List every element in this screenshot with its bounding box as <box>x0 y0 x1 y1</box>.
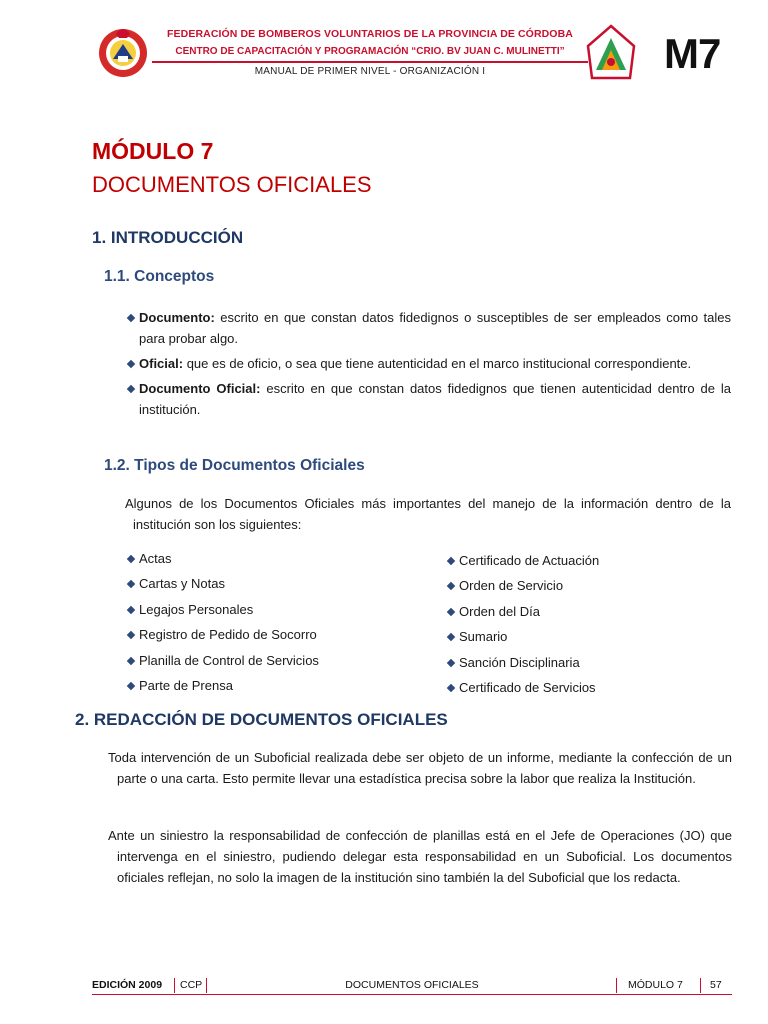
definition-text: escrito en que constan datos fidedignos o susceptibles de ser empleados como tales para probar algo. <box>139 310 731 346</box>
diamond-bullet-icon <box>447 608 455 616</box>
list-item <box>127 651 427 676</box>
list-item-label: Actas <box>139 551 172 566</box>
footer-module: MÓDULO 7 <box>628 979 683 991</box>
list-item-label: Sanción Disciplinaria <box>459 654 580 670</box>
list-item <box>447 653 727 678</box>
list-item-label: Orden del Día <box>459 603 540 619</box>
list-item-label: Parte de Prensa <box>139 677 233 693</box>
diamond-bullet-icon <box>447 557 455 565</box>
diamond-bullet-icon <box>447 684 455 692</box>
definition-item <box>127 378 731 420</box>
paragraph-text: Ante un siniestro la responsabilidad de confección de planillas está en el Jefe de Operaciones (JO) que intervenga en el siniestro, pudiendo delegar esta responsabilidad en un Suboficial. Los documentos oficiales reflejan, no solo la imagen de la institución sino también la del Suboficial que los redacta. <box>108 828 732 885</box>
definition-term: Oficial: <box>139 356 184 371</box>
list-item <box>127 574 427 599</box>
module-code: M7 <box>664 30 721 77</box>
firefighter-emblem-icon <box>96 22 150 80</box>
footer-title: DOCUMENTOS OFICIALES <box>345 979 479 991</box>
definition-term: Documento Oficial: <box>139 381 261 396</box>
definition-term: Documento: <box>139 310 215 325</box>
definitions-list <box>127 307 731 420</box>
footer-separator <box>206 978 207 993</box>
list-item-label: Sumario <box>459 629 508 645</box>
definition-text: escrito en que constan datos fidedignos que tienen autenticidad dentro de la institución. <box>139 381 731 417</box>
section-1-heading: 1. INTRODUCCIÓN <box>92 228 244 247</box>
document-types-left-list <box>127 549 427 701</box>
header-training-center: CENTRO DE CAPACITACIÓN Y PROGRAMACIÓN “CRIO. BV JUAN C. MULINETTI” <box>175 46 565 57</box>
footer-separator <box>616 978 617 993</box>
document-types-right-list <box>447 551 727 703</box>
diamond-bullet-icon <box>127 555 135 563</box>
footer-org: CCP <box>180 979 203 991</box>
diamond-bullet-icon <box>127 360 135 368</box>
subsection-1-2-heading: 1.2. Tipos de Documentos Oficiales <box>104 457 365 474</box>
diamond-bullet-icon <box>127 314 135 322</box>
section-2-paragraph-1 <box>108 747 732 789</box>
section-2-paragraph-2 <box>108 825 732 888</box>
list-item <box>127 625 427 650</box>
diamond-bullet-icon <box>127 385 135 393</box>
definition-item <box>127 353 731 374</box>
list-item-label: Registro de Pedido de Socorro <box>139 627 317 643</box>
list-item <box>447 678 727 703</box>
diamond-bullet-icon <box>127 682 135 690</box>
list-item <box>127 600 427 625</box>
document-types-intro <box>125 493 731 535</box>
list-item <box>447 576 727 601</box>
list-item-label: Cartas y Notas <box>139 576 225 592</box>
diamond-bullet-icon <box>447 658 455 666</box>
subsection-1-1-heading: 1.1. Conceptos <box>104 268 215 285</box>
definition-item <box>127 307 731 349</box>
diamond-bullet-icon <box>127 606 135 614</box>
list-item <box>447 627 727 652</box>
diamond-bullet-icon <box>127 656 135 664</box>
module-title: MÓDULO 7 <box>92 138 214 164</box>
header-manual-title: MANUAL DE PRIMER NIVEL - ORGANIZACIÓN I <box>254 66 486 77</box>
page-footer <box>92 976 732 995</box>
diamond-bullet-icon <box>127 631 135 639</box>
definition-text: que es de oficio, o sea que tiene autenticidad en el marco institucional correspondiente. <box>183 356 692 371</box>
list-item-label: Certificado de Actuación <box>459 553 600 568</box>
paragraph-text: Toda intervención de un Suboficial realizada debe ser objeto de un informe, mediante la confección de un parte o una carta. Esto permite llevar una estadística precisa sobre la labor que realiza la Institución. <box>108 750 732 786</box>
list-item-label: Orden de Servicio <box>459 578 564 594</box>
list-item-label: Certificado de Servicios <box>459 679 596 695</box>
list-item <box>127 676 427 701</box>
header-divider <box>152 61 588 63</box>
diamond-bullet-icon <box>447 633 455 641</box>
footer-separator <box>174 978 175 993</box>
section-2-heading: 2. REDACCIÓN DE DOCUMENTOS OFICIALES <box>75 710 448 729</box>
diamond-bullet-icon <box>447 582 455 590</box>
list-item-label: Planilla de Control de Servicios <box>139 652 319 668</box>
module-subtitle: DOCUMENTOS OFICIALES <box>92 172 372 197</box>
cordoba-province-emblem-icon <box>586 24 636 82</box>
list-item <box>447 551 727 576</box>
footer-edition: EDICIÓN 2009 <box>92 979 163 991</box>
intro-text: Algunos de los Documentos Oficiales más importantes del manejo de la información dentro de la institución son los siguientes: <box>125 496 731 532</box>
list-item <box>127 549 427 574</box>
footer-separator <box>700 978 701 993</box>
footer-page-number: 57 <box>710 979 722 991</box>
header-federation-name: FEDERACIÓN DE BOMBEROS VOLUNTARIOS DE LA PROVINCIA DE CÓRDOBA <box>167 28 573 40</box>
diamond-bullet-icon <box>127 580 135 588</box>
list-item <box>447 602 727 627</box>
list-item-label: Legajos Personales <box>139 601 254 617</box>
